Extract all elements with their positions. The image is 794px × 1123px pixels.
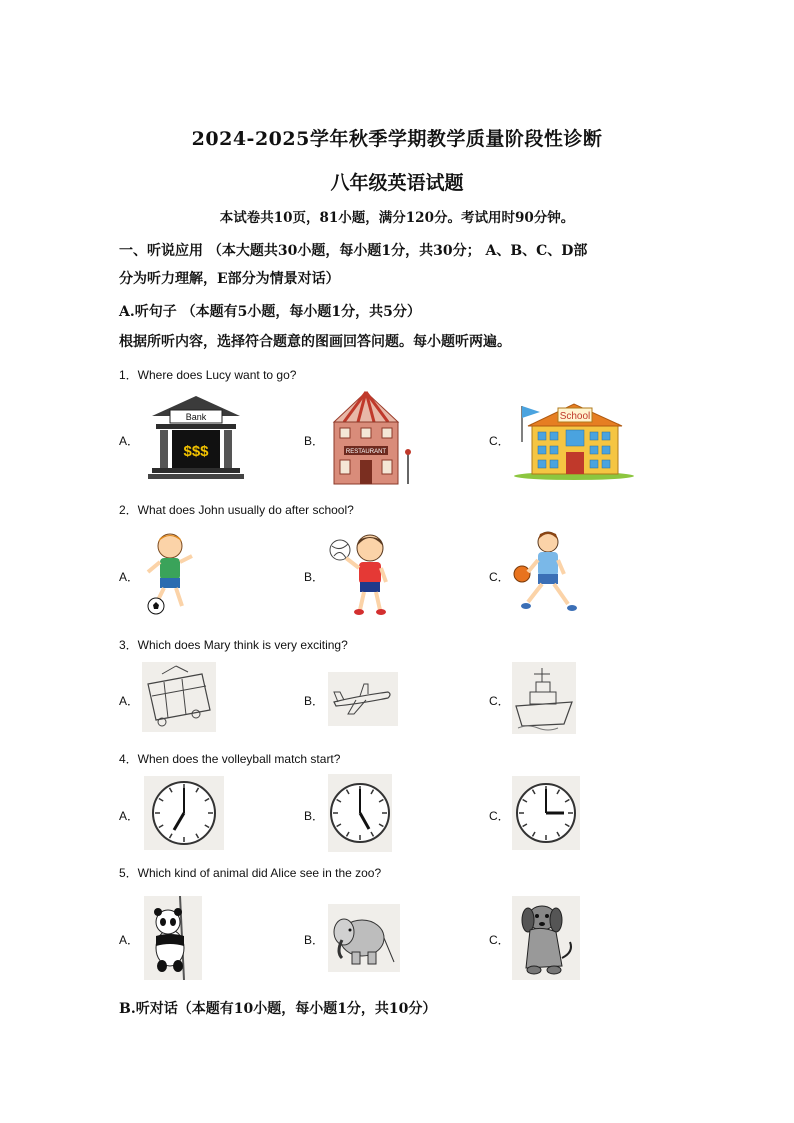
restaurant-sign-text: RESTAURANT — [345, 449, 387, 455]
question-3: 3．Which does Mary think is very exciting? — [119, 638, 348, 652]
q3-option-a: A． — [119, 694, 140, 708]
q5-option-a: A． — [119, 933, 140, 947]
section1-heading-line2: 分为听力理解，E部分为情景对话） — [119, 271, 340, 287]
q1-option-b: B． — [304, 434, 325, 448]
basketball-player-icon — [512, 530, 580, 616]
q4-option-b: B． — [304, 809, 325, 823]
question-1: 1．Where does Lucy want to go? — [119, 368, 297, 382]
question-5: 5．Which kind of animal did Alice see in the zoo? — [119, 866, 382, 880]
partA-instruction: 根据所听内容，选择符合题意的图画回答问题。每小题听两遍。 — [119, 334, 511, 350]
q2-option-b: B． — [304, 570, 325, 584]
exam-subtitle: 八年级英语试题 — [330, 172, 464, 194]
q5-option-b: B． — [304, 933, 325, 947]
bank-icon — [148, 394, 244, 480]
exam-intro: 本试卷共10页，81小题，满分120分。考试用时90分钟。 — [219, 210, 575, 226]
q1-option-c: C． — [489, 434, 510, 448]
q1-option-a: A． — [119, 434, 140, 448]
question-4: 4．When does the volleyball match start? — [119, 752, 341, 766]
airplane-icon — [328, 672, 398, 726]
q3-option-b: B． — [304, 694, 325, 708]
school-icon — [514, 402, 634, 478]
volleyball-player-icon — [328, 532, 394, 616]
q2-option-a: A． — [119, 570, 140, 584]
dog-icon — [512, 896, 580, 980]
q2-option-c: C． — [489, 570, 510, 584]
partB-heading: B.听对话（本题有10小题，每小题1分，共10分） — [119, 1001, 437, 1017]
q5-option-c: C． — [489, 933, 510, 947]
clock-a-icon — [144, 776, 224, 850]
exam-title: 2024-2025学年秋季学期教学质量阶段性诊断 — [191, 128, 603, 150]
clock-b-icon — [328, 774, 392, 852]
partA-heading: A.听句子 （本题有5小题，每小题1分，共5分） — [119, 304, 421, 320]
q4-option-a: A． — [119, 809, 140, 823]
panda-icon — [144, 896, 202, 980]
q3-option-c: C． — [489, 694, 510, 708]
elephant-icon — [328, 904, 400, 972]
bank-sign-text: Bank — [185, 412, 207, 422]
section1-heading-line1: 一、听说应用 （本大题共30小题，每小题1分，共30分； A、B、C、D部 — [119, 243, 588, 259]
school-sign-text: School — [559, 411, 591, 422]
ship-icon — [512, 662, 576, 734]
question-2: 2．What does John usually do after school? — [119, 503, 354, 517]
bank-money-text: $$$ — [183, 443, 209, 460]
clock-c-icon — [512, 776, 580, 850]
train-icon — [142, 662, 216, 732]
restaurant-icon — [330, 392, 412, 486]
soccer-player-icon — [144, 532, 200, 616]
q4-option-c: C． — [489, 809, 510, 823]
